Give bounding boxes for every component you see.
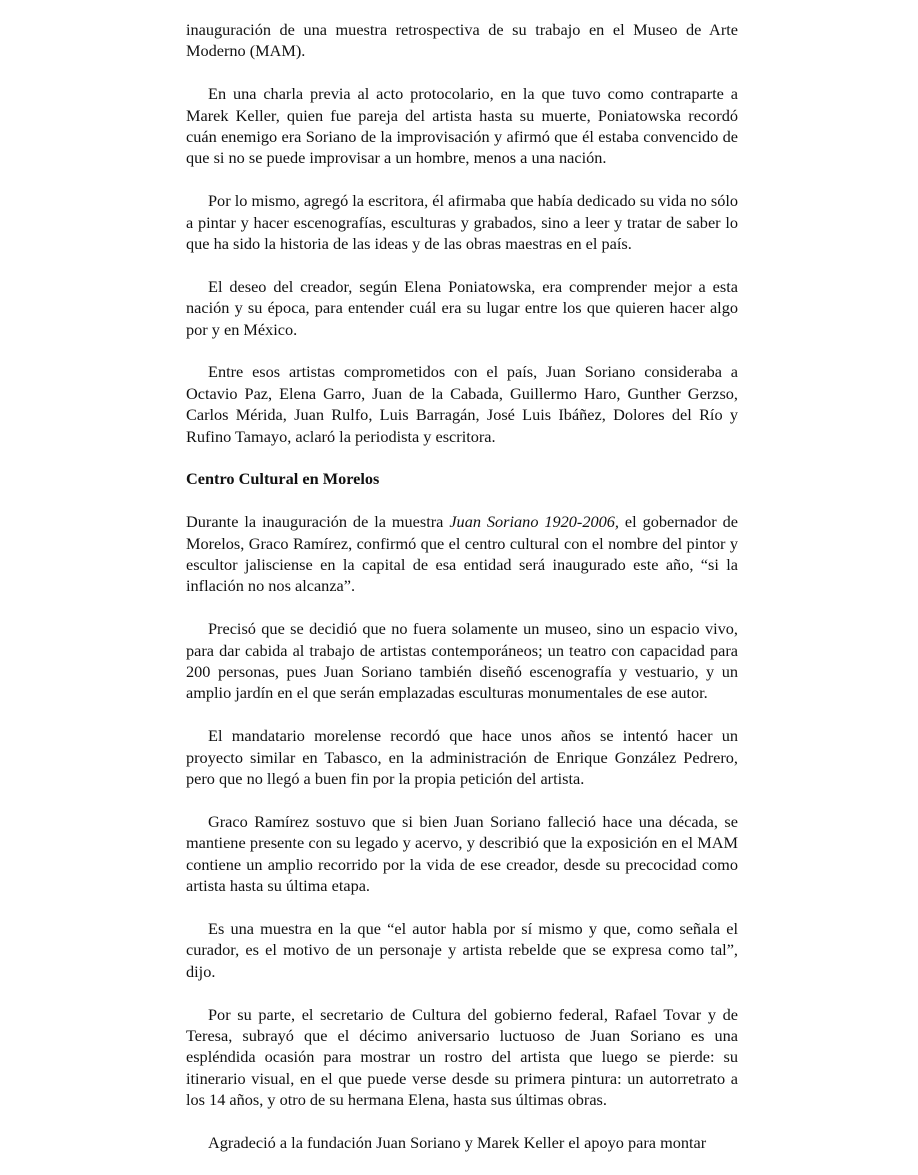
paragraph: Por su parte, el secretario de Cultura del gobierno federal, Rafael Tovar y de Teresa, subrayó que el décimo aniversario luctuoso de Juan Soriano es una espléndida ocasión para mostrar un rostro del artista que luego se pierde: su itinerario visual, en el que puede verse desde su primera pintura: un autorretrato a los 14 años, y otro de su hermana Elena, hasta sus últimas obras.: [186, 1004, 738, 1110]
paragraph: Es una muestra en la que “el autor habla por sí mismo y que, como señala el curador, es el motivo de un personaje y artista rebelde que se expresa como tal”, dijo.: [186, 918, 738, 981]
section-intro-paragraph: [186, 511, 738, 597]
section-heading: Centro Cultural en Morelos: [186, 469, 380, 489]
paragraph: Precisó que se decidió que no fuera solamente un museo, sino un espacio vivo, para dar cabida al trabajo de artistas contemporáneos; un teatro con capacidad para 200 personas, pues Juan Soriano también diseñó escenografía y vestuario, y un amplio jardín en el que serán emplazadas esculturas monumentales de ese autor.: [186, 619, 738, 703]
paragraph: En una charla previa al acto protocolario, en la que tuvo como contraparte a Marek Keller, quien fue pareja del artista hasta su muerte, Poniatowska recordó cuán enemigo era Soriano de la improvisación y afirmó que él estaba convencido de que si no se puede improvisar a un hombre, menos a una nación.: [186, 84, 738, 168]
paragraph: Entre esos artistas comprometidos con el país, Juan Soriano consideraba a Octavio Paz, Elena Garro, Juan de la Cabada, Guillermo Haro, Gunther Gerzso, Carlos Mérida, Juan Rulfo, Luis Barragán, José Luis Ibáñez, Dolores del Río y Rufino Tamayo, aclaró la periodista y escritora.: [186, 362, 738, 446]
exhibition-title: Juan Soriano 1920-2006,: [449, 512, 619, 532]
paragraph: Graco Ramírez sostuvo que si bien Juan Soriano falleció hace una década, se mantiene presente con su legado y acervo, y describió que la exposición en el MAM contiene un amplio recorrido por la vida de ese creador, desde su precocidad como artista hasta su última etapa.: [186, 811, 738, 896]
document-page: [186, 19, 738, 1175]
paragraph-continuation: inauguración de una muestra retrospectiva de su trabajo en el Museo de Arte Moderno (MAM).: [186, 20, 738, 61]
intro-text-start: Durante la inauguración de la muestra: [186, 512, 450, 532]
paragraph: El mandatario morelense recordó que hace unos años se intentó hacer un proyecto similar en Tabasco, en la administración de Enrique González Pedrero, pero que no llegó a buen fin por la propia petición del artista.: [186, 726, 738, 789]
paragraph-truncated: Agradeció a la fundación Juan Soriano y Marek Keller el apoyo para montar: [208, 1132, 707, 1152]
intro-text-end: el gobernador de Morelos, Graco Ramírez, confirmó que el centro cultural con el nombre del pintor y escultor jalisciense en la capital de esa entidad será inaugurado este año, “si la inflación no nos alcanza”.: [186, 512, 739, 596]
paragraph: Por lo mismo, agregó la escritora, él afirmaba que había dedicado su vida no sólo a pintar y hacer escenografías, esculturas y grabados, sino a leer y tratar de saber lo que ha sido la historia de las ideas y de las obras maestras en el país.: [186, 191, 738, 254]
paragraph: El deseo del creador, según Elena Poniatowska, era comprender mejor a esta nación y su época, para entender cuál era su lugar entre los que quieren hacer algo por y en México.: [186, 276, 738, 339]
